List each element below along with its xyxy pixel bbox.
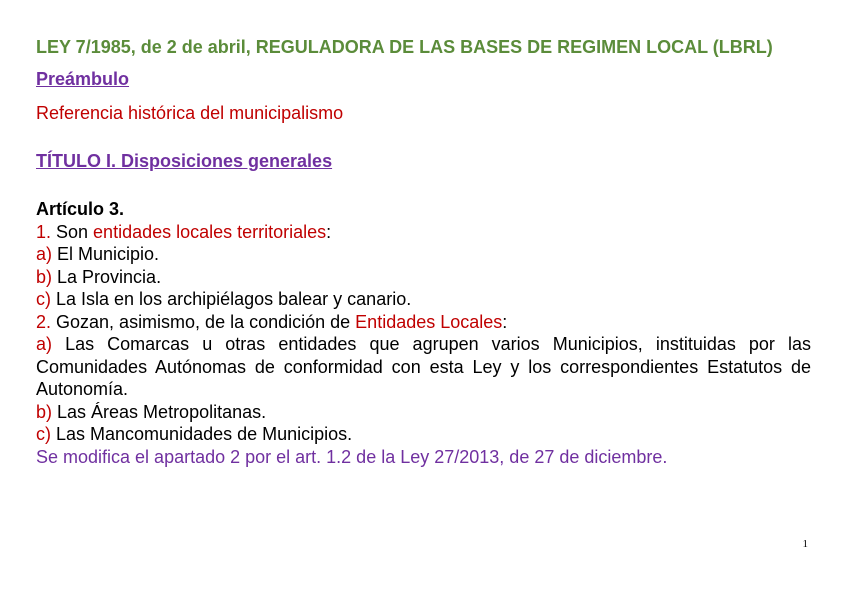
item-marker: b): [36, 401, 53, 422]
paragraph-2-text-before: Gozan, asimismo, de la condición de: [51, 311, 356, 332]
list-item: [36, 401, 811, 424]
article-3: [36, 198, 811, 468]
list-item: [36, 243, 811, 266]
paragraph-1-text-after: :: [326, 221, 332, 242]
page-number: 1: [802, 538, 808, 550]
item-text: La Provincia.: [52, 266, 162, 287]
item-text: El Municipio.: [52, 244, 160, 264]
item-text: Las Mancomunidades de Municipios.: [51, 424, 353, 444]
list-item: [36, 266, 811, 289]
item-marker: c): [36, 289, 51, 309]
article-heading: Artículo 3.: [36, 199, 125, 219]
list-item: [36, 423, 811, 446]
paragraph-1-text-before: Son: [51, 221, 94, 242]
law-title: LEY 7/1985, de 2 de abril, REGULADORA DE LAS BASES DE REGIMEN LOCAL (LBRL): [36, 37, 773, 57]
paragraph-1-number: 1.: [36, 221, 52, 242]
item-marker: a): [36, 334, 53, 354]
modification-note: Se modifica el apartado 2 por el art. 1.2 de la Ley 27/2013, de 27 de diciembre.: [36, 446, 668, 467]
titulo-i-link[interactable]: TÍTULO I. Disposiciones generales: [36, 151, 333, 171]
item-marker: b): [36, 266, 53, 287]
entidades-territoriales-term: entidades locales territoriales: [93, 221, 327, 242]
item-text: Las Comarcas u otras entidades que agrupen varios Municipios, instituidas por las Comunidades Autónomas de conformidad con esta Ley y los correspondientes Estatutos de Autonomía.: [36, 334, 811, 399]
paragraph-2-number: 2.: [36, 311, 52, 332]
item-text: La Isla en los archipiélagos balear y canario.: [51, 289, 412, 309]
item-text: Las Áreas Metropolitanas.: [52, 401, 267, 422]
entidades-locales-term: Entidades Locales: [355, 311, 503, 332]
list-item: [36, 333, 811, 401]
paragraph-2-text-after: :: [502, 311, 508, 332]
document-page: [36, 36, 811, 468]
historical-reference-link[interactable]: Referencia histórica del municipalismo: [36, 103, 344, 123]
list-item: [36, 288, 811, 311]
item-marker: a): [36, 244, 53, 264]
item-marker: c): [36, 424, 51, 444]
paragraph-1: [36, 221, 811, 244]
preambulo-link[interactable]: Preámbulo: [36, 69, 130, 89]
paragraph-2: [36, 311, 811, 334]
